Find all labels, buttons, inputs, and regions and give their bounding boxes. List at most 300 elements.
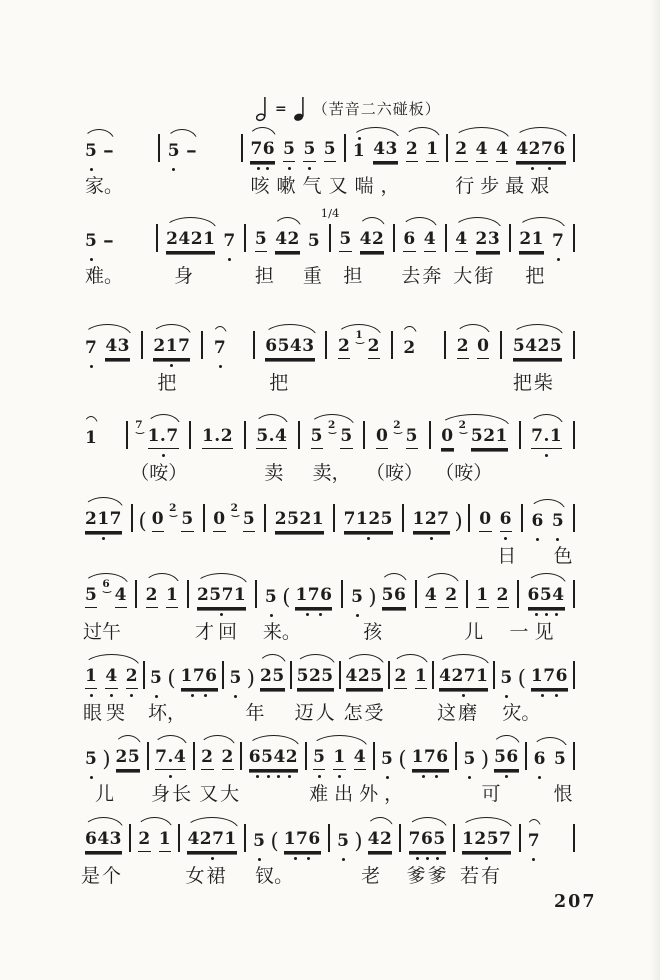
measure-cell [464, 584, 509, 643]
measure-cell [337, 328, 380, 359]
note-token: 5 [168, 142, 180, 162]
octave-dots-below [528, 613, 565, 616]
score-line-5 [85, 492, 575, 567]
barline [320, 205, 340, 252]
note-group [455, 140, 508, 162]
slur-arc [83, 654, 140, 667]
octave-dot [307, 857, 310, 860]
note-group [455, 230, 500, 252]
barline [189, 421, 191, 449]
half-note-icon [256, 95, 268, 122]
slur-arc [492, 735, 521, 748]
barline [573, 580, 575, 608]
octave-dot [319, 613, 322, 616]
barline [244, 421, 246, 449]
grace-note: 2 [328, 418, 336, 431]
grace-note: 2 [169, 501, 177, 514]
barline [178, 824, 180, 852]
note-token: 176 [412, 748, 449, 770]
note-token: 2 [138, 830, 150, 852]
note-token: 7 [223, 232, 235, 252]
barline [129, 824, 131, 852]
barline [388, 661, 390, 689]
parenthesis: ( [270, 829, 279, 854]
lyric-text: 担 [254, 265, 274, 287]
notes-row [85, 409, 575, 484]
octave-dots-below [295, 613, 332, 616]
note-group [337, 328, 380, 359]
lyric-text: 灾。 [502, 702, 541, 724]
grace-note: 2 [458, 418, 466, 431]
barline [363, 421, 365, 449]
measure-cell [365, 418, 423, 484]
octave-dot [294, 857, 297, 860]
octave-dots-below [552, 258, 564, 261]
note-token: 217 [153, 337, 190, 359]
note-group [394, 667, 427, 689]
slur-arc [423, 573, 460, 586]
lyric-text: 是个 [81, 865, 124, 887]
octave-dots-below [105, 694, 117, 697]
octave-dots-below [283, 167, 295, 170]
barline [468, 504, 470, 532]
measure-cell [455, 138, 566, 197]
note-group [403, 339, 415, 359]
lyric-text: 老 [361, 865, 381, 887]
note-token: - [103, 141, 116, 162]
octave-dots-below [531, 694, 568, 697]
note-token: 5 [303, 140, 315, 162]
measure-cell [85, 231, 147, 287]
measure-cell [168, 142, 234, 162]
note-token: 7 [85, 339, 97, 359]
note-group [403, 230, 436, 252]
lyric-text: 把 [525, 265, 545, 287]
notes-row [85, 205, 575, 287]
lyric-text: 家。 [85, 175, 124, 197]
measure-cell [85, 510, 122, 532]
lyric-text: 难。 [85, 265, 124, 287]
octave-dots-below [214, 365, 226, 368]
note-token: 23 [476, 230, 501, 252]
measure-cell [406, 828, 449, 887]
measure-cell [85, 746, 141, 805]
slur-arc [254, 414, 289, 427]
octave-dots-below [168, 168, 180, 171]
measure-cell [153, 335, 191, 394]
barline [500, 331, 502, 359]
lyric-text: 可 [481, 783, 501, 805]
barline [393, 224, 395, 252]
measure-cell [343, 665, 386, 724]
note-token: 643 [85, 830, 122, 852]
note-token: 0 [477, 337, 489, 359]
note-group [353, 140, 398, 162]
note-group [519, 230, 564, 252]
note-group [146, 586, 179, 608]
octave-dot [435, 775, 438, 778]
barline [333, 504, 335, 532]
barline [201, 331, 203, 359]
note-token: 7 [552, 232, 564, 252]
note-token: 525 [297, 667, 334, 689]
measure-cell [531, 427, 562, 449]
barline [373, 742, 375, 770]
measure-cell [344, 510, 393, 532]
octave-dot [110, 694, 113, 697]
note-token: 5425 [513, 337, 562, 359]
octave-dot [308, 167, 311, 170]
barline [203, 504, 205, 532]
octave-dot [555, 613, 558, 616]
measure-cell [83, 665, 139, 724]
note-token: 5 [554, 749, 567, 770]
lyric-text: 难出外， [309, 783, 410, 805]
lyric-text: 行步最艰 [455, 175, 556, 197]
octave-dots-below [337, 858, 349, 861]
note-token: 5 [313, 748, 325, 770]
note-group [531, 512, 564, 532]
barline [341, 580, 343, 608]
note-token: 4 [105, 667, 117, 689]
note-group [148, 427, 179, 449]
slur-arc [511, 324, 564, 337]
note-token: 2 [146, 586, 158, 608]
note-token: 5 [464, 750, 476, 770]
note-token: 5 [381, 750, 393, 770]
octave-dot [532, 858, 535, 861]
measure-cell [146, 586, 179, 608]
barline [187, 580, 189, 608]
octave-dot [462, 694, 465, 697]
barline [573, 224, 575, 252]
parenthesis: ) [354, 829, 363, 854]
octave-dot [342, 858, 345, 861]
note-group [462, 830, 511, 852]
lyric-text: 儿 [95, 783, 115, 805]
octave-dots-below [344, 537, 393, 540]
note-token: 5 [85, 586, 97, 608]
octave-dots-below [464, 776, 476, 779]
meter-change: 1/4 [320, 205, 340, 220]
octave-dot [505, 775, 508, 778]
octave-dot [102, 537, 105, 540]
measure-cell [202, 427, 233, 449]
octave-dot [90, 776, 93, 779]
octave-dot [220, 613, 223, 616]
octave-dot [436, 857, 439, 860]
note-token: 2421 [166, 230, 215, 252]
barline [573, 331, 575, 359]
parenthesis: ) [454, 509, 463, 534]
note-group [313, 748, 366, 770]
note-token: 6 [534, 750, 546, 770]
note-token: 2 [338, 337, 350, 359]
octave-dot [531, 167, 534, 170]
note-group [201, 748, 234, 770]
note-group [441, 418, 508, 449]
note-token: 43 [105, 337, 130, 359]
note-token: 0 [441, 427, 453, 449]
lyric-text: 大街 [453, 265, 496, 287]
note-group [85, 510, 122, 532]
octave-dot [536, 538, 539, 541]
parenthesis: ( [138, 509, 147, 534]
slur-arc [247, 735, 300, 748]
measure-cell [435, 418, 508, 484]
note-token: 5 [324, 140, 336, 162]
note-token: 2 [497, 586, 509, 608]
note-group [297, 667, 334, 689]
lyric-text: 这磨 [437, 702, 480, 724]
note-token: 42 [275, 230, 300, 252]
octave-dot [306, 613, 309, 616]
note-token: 127 [413, 510, 450, 532]
score-line-6 [83, 568, 575, 643]
barline [399, 824, 401, 852]
octave-dot [541, 694, 544, 697]
measure-cell [265, 335, 315, 394]
note-token: 217 [85, 510, 122, 532]
octave-dots-below [85, 365, 97, 368]
octave-dots-below [439, 694, 488, 697]
score-line-2 [85, 205, 575, 287]
octave-dot [256, 775, 259, 778]
note-group [153, 337, 190, 359]
notes-row [83, 568, 575, 643]
barline [455, 742, 457, 770]
barline [493, 661, 495, 689]
note-token: 6542 [249, 748, 298, 770]
lyric-text: 过午 [83, 621, 122, 643]
measure-cell [81, 828, 124, 887]
slur-arc [526, 573, 567, 586]
octave-dot [430, 537, 433, 540]
note-token: 1.7 [148, 427, 179, 449]
slur-arc [151, 324, 192, 337]
measure-cell [394, 667, 427, 689]
slur-arc [153, 735, 188, 748]
note-group [382, 586, 407, 608]
lyric-text: 才回 [194, 621, 241, 643]
lyric-text: 色 [553, 545, 573, 567]
note-group [275, 230, 300, 252]
lyric-text: 卖 [264, 462, 284, 484]
note-group [260, 667, 285, 689]
slur-arc [146, 414, 181, 427]
measure-cell [229, 665, 285, 724]
grace-note: 2 [230, 501, 238, 514]
lyric-text: 担 [343, 265, 363, 287]
octave-dots-below [494, 775, 519, 778]
note-token: 4271 [187, 830, 236, 852]
barline [193, 742, 195, 770]
octave-dots-below [516, 167, 565, 170]
octave-dots-below [500, 537, 512, 540]
measure-cell [509, 584, 565, 643]
measure-cell [249, 748, 298, 770]
note-token: 5 [500, 669, 512, 689]
grace-note: 7 [135, 418, 143, 431]
note-group [439, 667, 488, 689]
barline [453, 824, 455, 852]
note-token: 1 [476, 586, 488, 608]
note-token: 4 [115, 586, 127, 608]
barline [305, 742, 307, 770]
octave-dots-below [223, 258, 235, 261]
score-line-3 [85, 319, 575, 394]
notes-row [85, 319, 575, 394]
note-group [187, 830, 236, 852]
measure-cell [166, 228, 236, 287]
note-token: - [103, 231, 116, 252]
slur-arc [453, 217, 502, 230]
note-token: 0 [213, 510, 225, 532]
slur-arc [83, 324, 132, 337]
barline [253, 331, 255, 359]
note-token: 1.2 [202, 427, 233, 449]
measure-cell [337, 828, 393, 887]
measure-cell [130, 418, 188, 484]
octave-dot [422, 775, 425, 778]
note-group [155, 748, 186, 770]
note-token: 5 [85, 142, 97, 162]
note-token: 5.4 [256, 427, 287, 449]
notes-row [85, 122, 575, 197]
octave-dot [288, 167, 291, 170]
note-token: 7 [528, 832, 540, 852]
note-token: 5 [85, 232, 97, 252]
octave-dots-below [413, 537, 450, 540]
octave-dots-below [531, 538, 543, 541]
note-token: 5 [406, 427, 418, 449]
note-token: 5 [339, 230, 351, 252]
note-token: - [185, 141, 198, 162]
note-group [249, 748, 298, 770]
note-token: 176 [181, 667, 218, 689]
measure-cell [85, 429, 115, 449]
lyric-text: 钗。 [255, 865, 294, 887]
barline [525, 742, 527, 770]
note-token: 4 [476, 140, 488, 162]
slur-arc [453, 127, 510, 140]
slur-arc [263, 324, 316, 337]
octave-dots-below [197, 613, 246, 616]
octave-dot [234, 695, 237, 698]
lyric-text: 若有 [460, 865, 503, 887]
barline [466, 580, 468, 608]
note-group [197, 586, 246, 608]
parenthesis: ( [167, 666, 176, 691]
note-token: 5 [85, 750, 97, 770]
octave-dots-below [303, 167, 315, 170]
barline [573, 661, 575, 689]
note-token: 7 [214, 339, 226, 359]
parenthesis: ( [398, 747, 407, 772]
measure-cell [194, 584, 247, 643]
note-token: 1 [85, 428, 98, 449]
slur-arc [164, 217, 217, 230]
note-group [85, 337, 130, 359]
octave-dots-below [229, 695, 241, 698]
note-group [528, 832, 540, 852]
barline [156, 224, 158, 252]
octave-dot [555, 694, 558, 697]
note-group [513, 337, 562, 359]
slur-arc [366, 817, 395, 830]
octave-dots-below [126, 694, 138, 697]
measure-cell [85, 141, 151, 197]
octave-dot [288, 775, 291, 778]
lyric-text: 来。 [262, 621, 301, 643]
slur-arc [195, 573, 248, 586]
note-token: 5 [253, 832, 265, 852]
note-token: 6 [531, 512, 543, 532]
note-group [85, 830, 122, 852]
octave-dot [130, 694, 133, 697]
measure-cell [412, 508, 463, 534]
octave-dot [318, 775, 321, 778]
slur-arc [437, 654, 490, 667]
note-group [85, 577, 127, 608]
measure-cell [500, 665, 568, 724]
note-token: 6 [403, 230, 415, 252]
slur-arc [404, 127, 441, 140]
grace-note: 1 [355, 328, 363, 341]
note-token: 425 [346, 667, 383, 689]
tempo-marking [256, 94, 441, 122]
note-group [346, 667, 383, 689]
slur-arc [407, 817, 448, 830]
note-token: 654 [528, 586, 565, 608]
octave-dot [228, 258, 231, 261]
note-token: 1 [159, 830, 171, 852]
note-token: 5 [243, 510, 255, 532]
slur-arc [311, 735, 368, 748]
parenthesis: ) [480, 747, 490, 772]
lyric-text: 重 [302, 265, 322, 287]
octave-dots-below [333, 775, 345, 778]
note-token: 0 [479, 510, 491, 532]
note-token: 5 [255, 230, 267, 252]
lyric-text: 卖， [312, 462, 351, 484]
note-token: 25 [260, 667, 285, 689]
slur-arc [455, 324, 492, 337]
octave-dot [485, 857, 488, 860]
note-token: 2 [457, 337, 469, 359]
barline [432, 661, 434, 689]
octave-dots-below [85, 694, 97, 697]
lyric-text: 一见 [509, 621, 560, 643]
note-token: 1 [426, 140, 438, 162]
note-token: 5 [229, 669, 241, 689]
barline [444, 331, 446, 359]
note-group [310, 418, 353, 449]
octave-dot [257, 167, 260, 170]
slur-arc [248, 127, 277, 140]
parenthesis: ) [246, 666, 255, 691]
note-group [425, 586, 458, 608]
lyric-text: 迈人 [294, 702, 337, 724]
note-token: 4271 [439, 667, 488, 689]
octave-dots-below [462, 857, 511, 860]
octave-dots-below [531, 454, 562, 457]
lyric-text: （咹） [365, 462, 423, 484]
barline [222, 661, 224, 689]
octave-dot [90, 365, 93, 368]
score-line-4 [85, 409, 575, 484]
note-token: 2 [455, 140, 467, 162]
